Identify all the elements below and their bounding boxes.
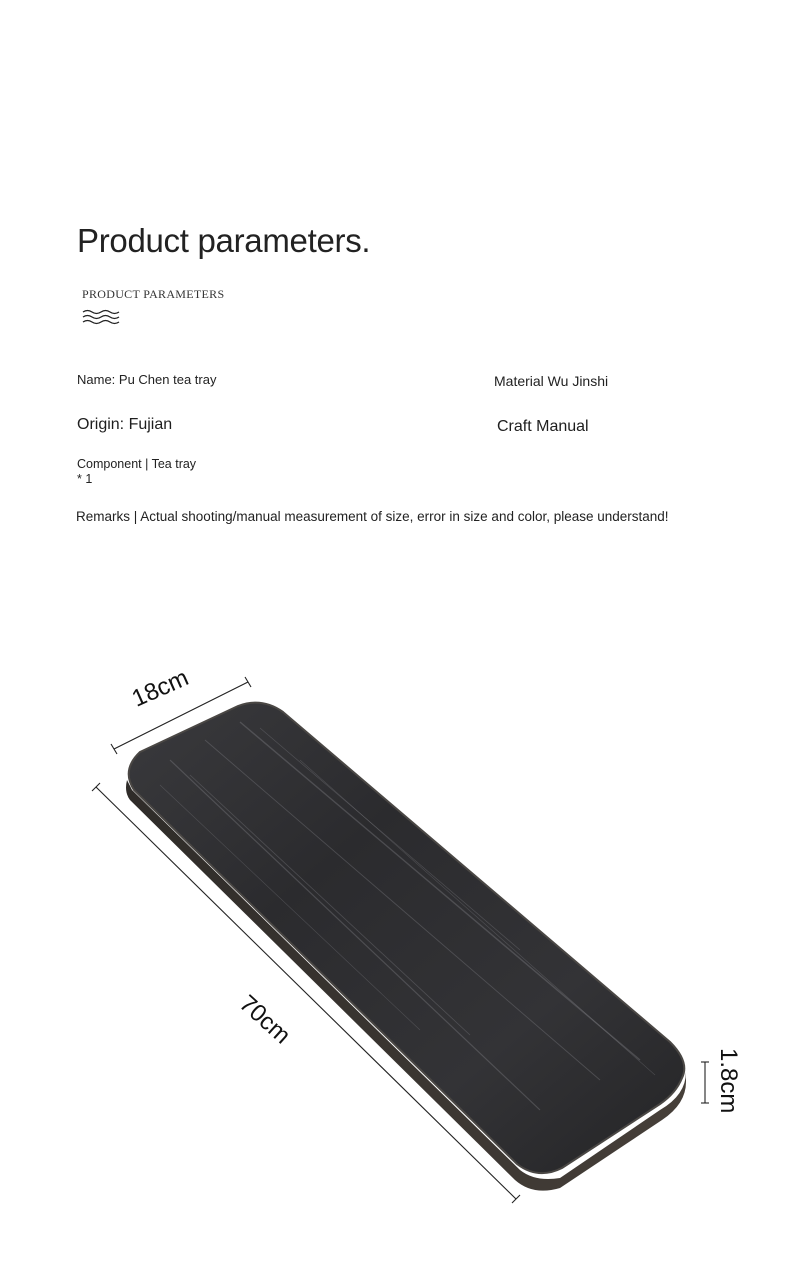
param-material: Material Wu Jinshi xyxy=(494,373,609,389)
tray-top xyxy=(129,703,685,1174)
param-quantity: * 1 xyxy=(77,472,93,486)
page-subtitle: PRODUCT PARAMETERS xyxy=(82,287,225,301)
param-craft: Craft Manual xyxy=(497,418,589,435)
dimension-line-height xyxy=(701,1062,709,1103)
page-title: Product parameters. xyxy=(77,222,371,259)
dimension-label-width: 18cm xyxy=(128,664,193,713)
param-remarks: Remarks | Actual shooting/manual measurement of size, error in size and color, please understand! xyxy=(76,509,669,524)
dimension-label-length: 70cm xyxy=(233,990,296,1050)
param-component: Component | Tea tray xyxy=(77,457,197,471)
param-name: Name: Pu Chen tea tray xyxy=(77,372,217,387)
dimension-label-height: 1.8cm xyxy=(715,1048,742,1114)
param-origin: Origin: Fujian xyxy=(77,416,173,433)
